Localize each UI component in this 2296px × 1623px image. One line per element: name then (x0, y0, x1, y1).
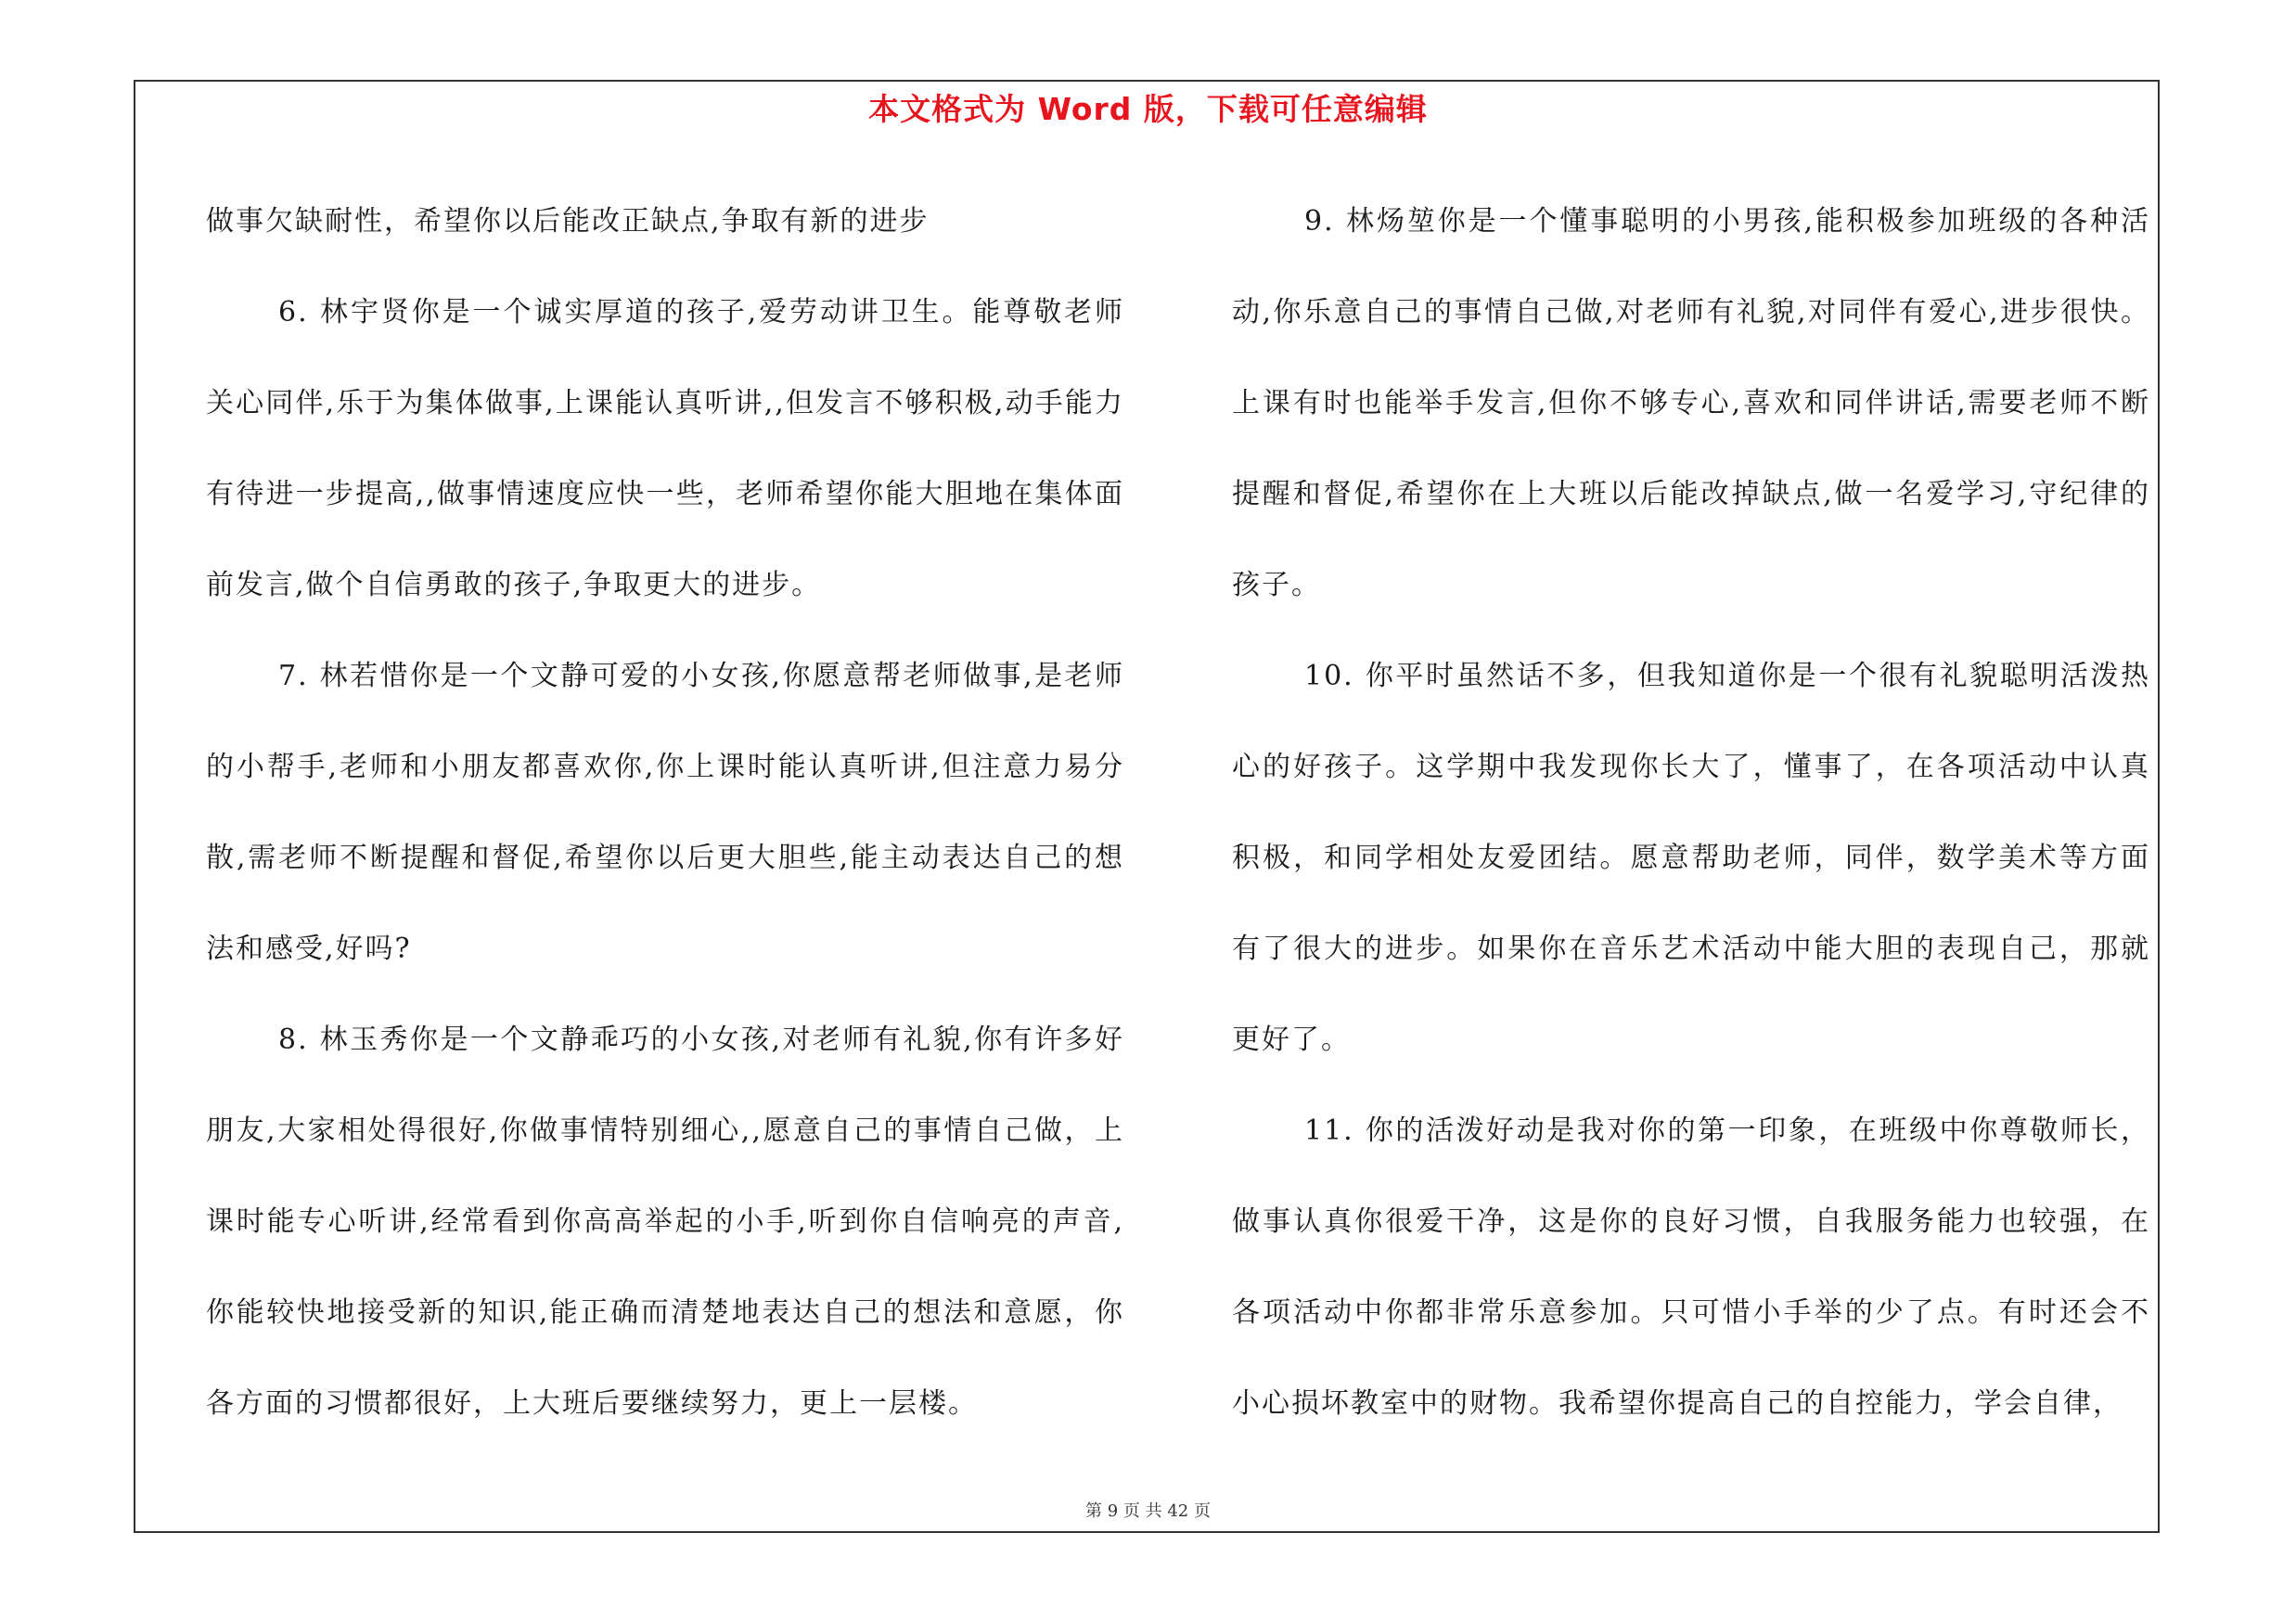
paragraph: 11. 你的活泼好动是我对你的第一印象，在班级中你尊敬师长，做事认真你很爱干净，这是你的良好习惯，自我服务能力也较强，在各项活动中你都非常乐意参加。只可惜小手举的少了点。有时还会不小心损坏教室中的财物。我希望你提高自己的自控能力，学会自律， (1232, 1114, 2150, 1420)
paragraph: 做事欠缺耐性，希望你以后能改正缺点,争取有新的进步 (206, 205, 930, 238)
paragraph: 6. 林宇贤你是一个诚实厚道的孩子,爱劳动讲卫生。能尊敬老师关心同伴,乐于为集体做事,上课能认真听讲,,但发言不够积极,动手能力有待进一步提高,,做事情速度应快一些，老师希望你能大胆地在集体面前发言,做个自信勇敢的孩子,争取更大的进步。 (206, 296, 1124, 601)
paragraph: 9. 林炀堃你是一个懂事聪明的小男孩,能积极参加班级的各种活动,你乐意自己的事情自己做,对老师有礼貌,对同伴有爱心,进步很快。上课有时也能举手发言,但你不够专心,喜欢和同伴讲话,需要老师不断提醒和督促,希望你在上大班以后能改掉缺点,做一名爱学习,守纪律的孩子。 (1232, 205, 2150, 601)
header-banner: 本文格式为 Word 版，下载可任意编辑 (868, 91, 1428, 127)
left-column (206, 176, 1124, 1449)
paragraph: 7. 林若惜你是一个文静可爱的小女孩,你愿意帮老师做事,是老师的小帮手,老师和小朋友都喜欢你,你上课时能认真听讲,但注意力易分散,需老师不断提醒和督促,希望你以后更大胆些,能主动表达自己的想法和感受,好吗? (206, 660, 1124, 965)
paragraph: 10. 你平时虽然话不多，但我知道你是一个很有礼貌聪明活泼热心的好孩子。这学期中我发现你长大了，懂事了，在各项活动中认真积极，和同学相处友爱团结。愿意帮助老师，同伴，数学美术等方面有了很大的进步。如果你在音乐艺术活动中能大胆的表现自己，那就更好了。 (1232, 660, 2150, 1056)
paragraph: 8. 林玉秀你是一个文静乖巧的小女孩,对老师有礼貌,你有许多好朋友,大家相处得很好,你做事情特别细心,,愿意自己的事情自己做，上课时能专心听讲,经常看到你高高举起的小手,听到你自信响亮的声音,你能较快地接受新的知识,能正确而清楚地表达自己的想法和意愿，你各方面的习惯都很好，上大班后要继续努力，更上一层楼。 (206, 1024, 1124, 1420)
right-column (1232, 176, 2150, 1449)
page-number: 第 9 页 共 42 页 (1085, 1501, 1211, 1521)
